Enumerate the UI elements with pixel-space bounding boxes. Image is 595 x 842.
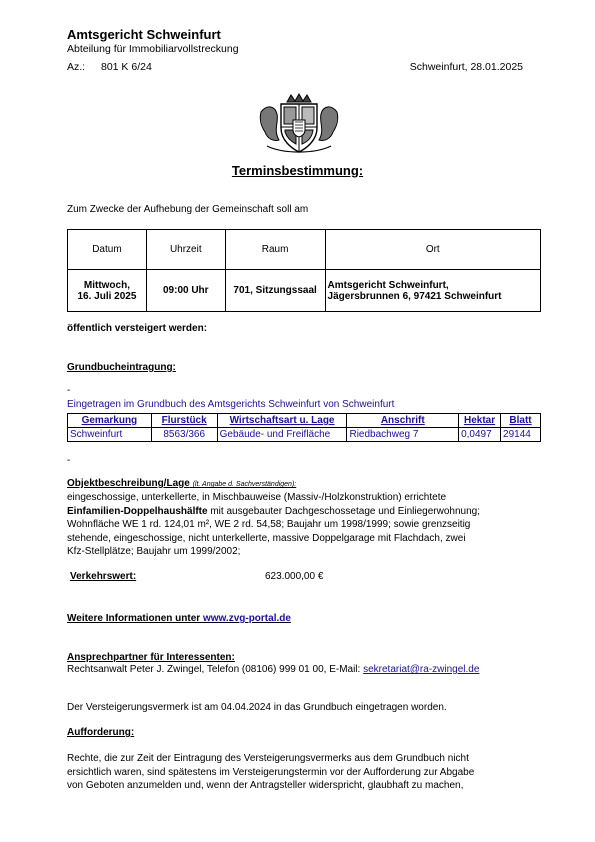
appointment-place-line2: Jägersbrunnen 6, 97421 Schweinfurt [327,290,502,302]
header-datum: Datum [68,230,147,270]
bavarian-coat-of-arms-icon [257,92,341,156]
contact-heading: Ansprechpartner für Interessenten: [67,652,235,663]
appointment-weekday: Mittwoch, [83,279,130,291]
col-wirtschaftsart: Wirtschaftsart u. Lage [217,414,347,428]
appointment-place [325,270,540,312]
appointment-header-row [68,230,541,270]
land-register-heading: Grundbucheintragung: [67,362,176,373]
further-info-text: Weitere Informationen unter [67,613,203,624]
cell-gemarkung: Schweinfurt [68,428,152,442]
request-text [67,752,537,793]
object-line-2-rest: mit ausgebauter Dachgeschossetage und Einliegerwohnung; [207,505,480,517]
separator-dash: - [67,385,71,396]
request-line-2: ersichtlich waren, sind spätestens im Versteigerungstermin vor der Aufforderung zur Abgabe [67,766,475,778]
object-description [67,491,537,559]
object-heading-note: (lt. Angabe d. Sachverständigen): [192,481,297,488]
request-line-3: von Geboten anzumelden und, wenn der Antragsteller widerspricht, glaubhaft zu machen, [67,780,464,792]
col-flurstueck: Flurstück [151,414,217,428]
appointment-date [68,270,147,312]
contact-details [67,664,479,675]
object-line-2 [67,505,537,519]
object-heading-text: Objektbeschreibung/Lage [67,478,190,489]
cell-flurstueck: 8563/366 [151,428,217,442]
object-line-3: Wohnfläche WE 1 rd. 124,01 m², WE 2 rd. 54,58; Baujahr um 1998/1999; sowie grenzseitig [67,519,471,531]
object-description-heading [67,478,296,489]
cell-anschrift: Riedbachweg 7 [347,428,459,442]
appointment-day: 16. Juli 2025 [77,290,137,302]
intro-text: Zum Zwecke der Aufhebung der Gemeinschaft soll am [67,204,309,215]
appointment-time: 09:00 Uhr [146,270,225,312]
col-anschrift: Anschrift [347,414,459,428]
land-register-header-row [68,414,541,428]
request-heading: Aufforderung: [67,727,135,738]
table-row [68,428,541,442]
request-line-1: Rechte, die zur Zeit der Eintragung des Versteigerungsvermerks aus dem Grundbuch nicht [67,753,469,764]
appointment-value-row [68,270,541,312]
object-line-5: Kfz-Stellplätze; Baujahr um 1999/2002; [67,546,241,558]
contact-text: Rechtsanwalt Peter J. Zwingel, Telefon (08106) 999 01 00, E-Mail: [67,664,364,675]
case-number-label: Az.: [67,61,86,73]
zvg-portal-link[interactable]: www.zvg-portal.de [202,613,291,624]
auction-note: Der Versteigerungsvermerk ist am 04.04.2024 in das Grundbuch eingetragen worden. [67,702,447,713]
separator-dash-2: - [67,455,71,466]
contact-email-link[interactable]: sekretariat@ra-zwingel.de [363,664,480,675]
market-value: 623.000,00 € [265,571,324,582]
object-line-4: stehende, eingeschossige, nicht unterkellerte, massive Doppelgarage mit Flachdach, zwei [67,532,466,544]
further-info [67,613,291,624]
header-raum: Raum [225,230,325,270]
object-line-1: eingeschossige, unterkellerte, in Mischbauweise (Massiv-/Holzkonstruktion) errichtete [67,492,447,503]
land-register-table [67,413,541,442]
cell-wirtschaftsart: Gebäude- und Freifläche [217,428,347,442]
document-title: Terminsbestimmung: [231,163,364,178]
court-department: Abteilung für Immobiliarvollstreckung [67,43,239,55]
market-value-label: Verkehrswert: [70,571,137,582]
court-name: Amtsgericht Schweinfurt [67,27,221,42]
land-register-text: Eingetragen im Grundbuch des Amtsgerichts Schweinfurt von Schweinfurt [67,399,395,410]
cell-blatt: 29144 [501,428,541,442]
place-date: Schweinfurt, 28.01.2025 [409,61,523,73]
col-blatt: Blatt [501,414,541,428]
case-number: 801 K 6/24 [101,61,152,73]
col-hektar: Hektar [459,414,501,428]
appointment-room: 701, Sitzungssaal [225,270,325,312]
header-uhrzeit: Uhrzeit [146,230,225,270]
appointment-table [67,229,541,312]
header-ort: Ort [325,230,540,270]
appointment-place-line1: Amtsgericht Schweinfurt, [327,279,449,291]
object-type: Einfamilien-Doppelhaushälfte [67,505,208,517]
auction-statement: öffentlich versteigert werden: [67,323,208,334]
col-gemarkung: Gemarkung [68,414,152,428]
cell-hektar: 0,0497 [459,428,501,442]
